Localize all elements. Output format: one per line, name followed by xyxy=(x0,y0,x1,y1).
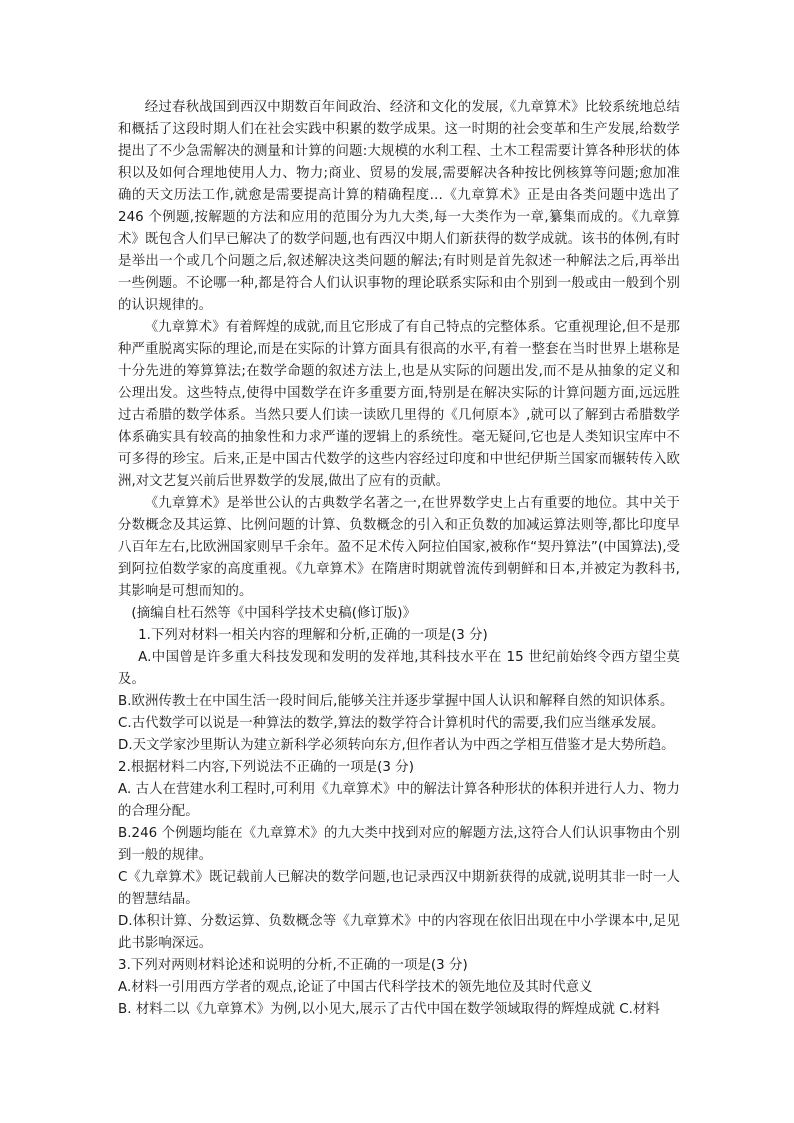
question-1-option-b: B.欧洲传教士在中国生活一段时间后,能够关注并逐步掌握中国人认识和解释自然的知识体系。 xyxy=(118,694,674,709)
question-2-option-c: C《九章算术》既记载前人已解决的数学问题,也记录西汉中期新获得的成就,说明其非一时一人的智慧结晶。 xyxy=(118,870,680,907)
paragraph-2: 《九章算术》有着辉煌的成就,而且它形成了有自己特点的完整体系。它重视理论,但不是那种严重脱离实际的理论,而是在实际的计算方面具有很高的水平,有着一整套在当时世界上堪称是十分先进的筹算算法;在数学命题的叙述方法上,也是从实际的问题出发,而不是从抽象的定义和公理出发。这些特点,使得中国数学在许多重要方面,特别是在解决实际的计算问题方面,远远胜过古希腊的数学体系。当然只要人们读一读欧几里得的《几何原本》,就可以了解到古希腊数学体系确实具有较高的抽象性和力求严谨的逻辑上的系统性。毫无疑问,它也是人类知识宝库中不可多得的珍宝。后来,正是中国古代数学的这些内容经过印度和中世纪伊斯兰国家而辗转传入欧洲,对文艺复兴前后世界数学的发展,做出了应有的贡献。 xyxy=(118,320,680,489)
question-3-option-b: B. 材料二以《九章算术》为例,以小见大,展示了古代中国在数学领域取得的辉煌成就 C.材料 xyxy=(118,1002,660,1017)
question-1-option-a: A.中国曾是许多重大科技发现和发明的发祥地,其科技水平在 15 世纪前始终令西方望尘莫及。 xyxy=(118,650,680,687)
document-body xyxy=(118,97,680,1021)
question-3-stem: 3.下列对两则材料论述和说明的分析,不正确的一项是(3 分) xyxy=(118,958,468,973)
question-1-option-d: D.天文学家沙里斯认为建立新科学必须转向东方,但作者认为中西之学相互借鉴才是大势所趋。 xyxy=(118,738,675,753)
question-2-option-a: A. 古人在营建水利工程时,可利用《九章算术》中的解法计算各种形状的体积并进行人力、物力的合理分配。 xyxy=(118,782,680,819)
source-citation: (摘编自杜石然等《中国科学技术史稿(修订版)》 xyxy=(131,606,417,621)
paragraph-3: 《九章算术》是举世公认的古典数学名著之一,在世界数学史上占有重要的地位。其中关于分数概念及其运算、比例问题的计算、负数概念的引入和正负数的加减运算法则等,都比印度早八百年左右,比欧洲国家则早千余年。盈不足术传入阿拉伯国家,被称作“契丹算法”(中国算法),受到阿拉伯数学家的高度重视。《九章算术》在隋唐时期就曾流传到朝鲜和日本,并被定为教科书,其影响是可想而知的。 xyxy=(118,496,680,599)
question-3-option-a: A.材料一引用西方学者的观点,论证了中国古代科学技术的领先地位及其时代意义 xyxy=(118,980,593,995)
question-2-option-b: B.246 个例题均能在《九章算术》的九大类中找到对应的解题方法,这符合人们认识事物由个别到一般的规律。 xyxy=(118,826,680,863)
question-2-option-d: D.体积计算、分数运算、负数概念等《九章算术》中的内容现在依旧出现在中小学课本中,足见此书影响深远。 xyxy=(118,914,680,951)
paragraph-1: 经过春秋战国到西汉中期数百年间政治、经济和文化的发展,《九章算术》比较系统地总结和概括了这段时期人们在社会实践中积累的数学成果。这一时期的社会变革和生产发展,给数学提出了不少急需解决的测量和计算的问题:大规模的水利工程、土木工程需要计算各种形状的体积以及如何合理地使用人力、物力;商业、贸易的发展,需要解决各种按比例核算等问题;愈加准确的天文历法工作,就愈是需要提高计算的精确程度…《九章算术》正是由各类问题中选出了 246 个例题,按解题的方法和应用的范围分为九大类,每一大类作为一章,纂集而成的。《九章算术》既包含人们早已解决了的数学问题,也有西汉中期人们新获得的数学成就。该书的体例,有时是举出一个或几个问题之后,叙述解决这类问题的解法;有时则是首先叙述一种解法之后,再举出一些例题。不论哪一种,都是符合人们认识事物的理论联系实际和由个别到一般或由一般到个别的认识规律的。 xyxy=(118,100,680,313)
question-1-stem: 1.下列对材料一相关内容的理解和分析,正确的一项是(3 分) xyxy=(138,628,488,643)
question-2-stem: 2.根据材料二内容,下列说法不正确的一项是(3 分) xyxy=(118,760,414,775)
question-1-option-c: C.古代数学可以说是一种算法的数学,算法的数学符合计算机时代的需要,我们应当继承发展。 xyxy=(118,716,665,731)
